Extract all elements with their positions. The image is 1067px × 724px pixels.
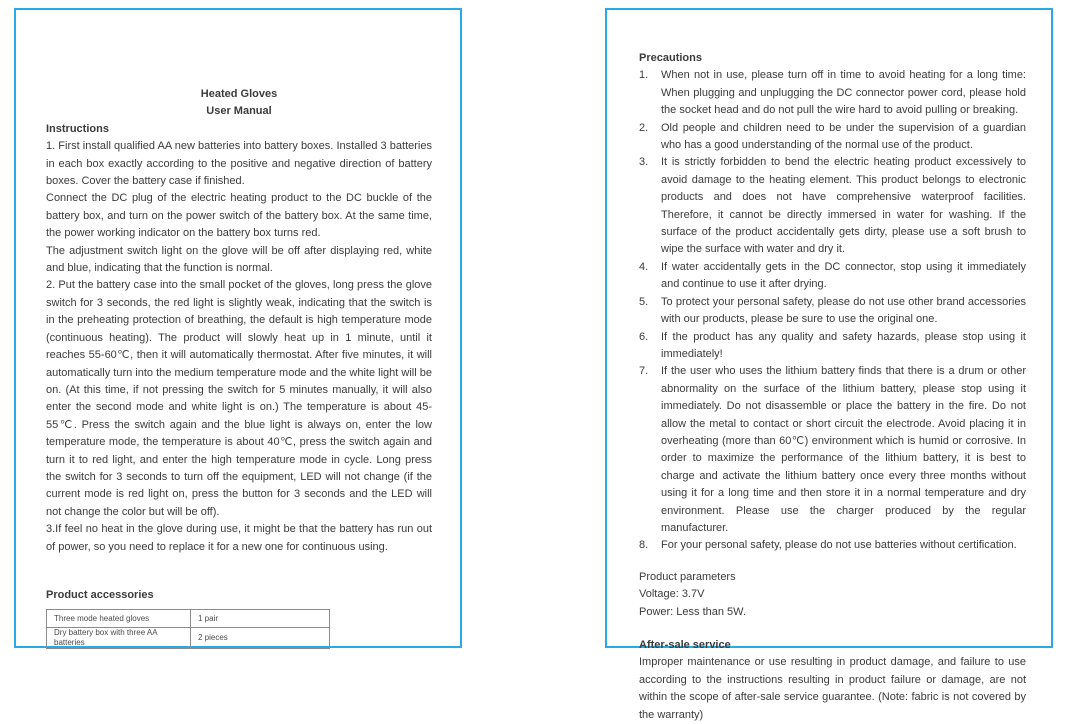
accessories-heading: Product accessories (46, 588, 154, 601)
list-item (639, 363, 1026, 537)
instructions-heading: Instructions (46, 122, 109, 135)
list-item-number: 8. (639, 539, 649, 552)
list-item-text: For your personal safety, please do not use batteries without certification. (661, 539, 1017, 552)
list-item-text: If the user who uses the lithium battery finds that there is a drum or other abnormality on the surface of the lithium battery, please stop using it immediately. Do not disassemble or place the battery in the fire. Do not allow the metal to contact or short circuit the electrode. Avoid placing it in overheating (more than 60℃) environment which is humid or corrosive. In order to maximize the performance of the lithium battery, it is best to charge and activate the lithium battery once every three months without using it for a long time and then store it in a normal temperature and dry environment. Please use the charger produced by the regular manufacturer. (661, 365, 1026, 534)
list-item-number: 3. (639, 156, 649, 169)
list-item-text: If the product has any quality and safety hazards, please stop using it immediately! (661, 330, 1026, 360)
list-item (639, 154, 1026, 258)
list-item-number: 1. (639, 69, 649, 82)
list-item-number: 2. (639, 121, 649, 134)
accessory-item-cell: Dry battery box with three AA batteries (47, 628, 191, 649)
instructions-paragraph: Connect the DC plug of the electric heating product to the DC buckle of the battery box, and turn on the power switch of the battery box. At the same time, the power working indicator on the battery box turns red. (46, 192, 432, 240)
list-item-number: 6. (639, 330, 649, 343)
instructions-paragraph: The adjustment switch light on the glove will be off after displaying red, white and blue, indicating that the function is normal. (46, 244, 432, 275)
aftersale-heading: After-sale service (639, 639, 731, 651)
parameter-line: Voltage: 3.7V (639, 588, 705, 601)
accessory-qty-cell: 1 pair (191, 610, 330, 628)
accessory-qty-cell: 2 pieces (191, 628, 330, 649)
list-item-number: 5. (639, 295, 649, 308)
parameters-heading: Product parameters (639, 570, 736, 583)
list-item-number: 4. (639, 260, 649, 273)
accessory-item-cell: Three mode heated gloves (47, 610, 191, 628)
list-item-text: Old people and children need to be under the supervision of a guardian who has a good understanding of the normal use of the product. (661, 121, 1026, 152)
list-item-text: It is strictly forbidden to bend the electric heating product excessively to avoid damage to the heating element. This product belongs to electronic products and does not have comprehensive waterproof facilities. Therefore, it cannot be directly immersed in water for washing. If the surface of the product accidentally gets dirty, please use a soft brush to wipe the surface with water and dry it. (661, 156, 1026, 256)
table-row (47, 628, 330, 649)
list-item (639, 537, 1026, 554)
list-item-text: To protect your personal safety, please do not use other brand accessories with our products, please be sure to use the original one. (661, 295, 1026, 326)
document-subtitle: User Manual (206, 105, 272, 118)
product-parameters (639, 569, 1026, 621)
list-item-number: 7. (639, 365, 649, 378)
list-item-text: When not in use, please turn off in time to avoid heating for a long time: When plugging and unplugging the DC connector power cord, please hold the socket head and do not pull the wire hard to avoid pulling or breaking. (661, 69, 1026, 117)
list-item (639, 259, 1026, 294)
list-item (639, 67, 1026, 119)
list-item-text: If water accidentally gets in the DC connector, stop using it immediately and continue to use it after drying. (661, 260, 1026, 291)
aftersale-text: Improper maintenance or use resulting in product damage, and failure to use according to the instructions resulting in product failure or damage, are not within the scope of after-sale service guarantee. (Note: fabric is not covered by the warranty) (639, 656, 1026, 721)
manual-page-right (605, 8, 1053, 721)
table-row (47, 610, 330, 628)
accessories-table (46, 609, 330, 649)
manual-page-left (14, 8, 462, 648)
list-item (639, 329, 1026, 364)
list-item (639, 294, 1026, 329)
instructions-paragraph: 1. First install qualified AA new batteries into battery boxes. Installed 3 batteries in each box exactly according to the positive and negative direction of battery boxes. Cover the battery case if finished. (46, 140, 432, 188)
list-item (639, 120, 1026, 155)
instructions-paragraph: 2. Put the battery case into the small pocket of the gloves, long press the glove switch for 3 seconds, the red light is slightly weak, indicating that the switch is in the preheating protection of breathing, the default is high temperature mode (continuous heating). The product will slowly heat up in 1 minute, until it reaches 55-60℃, then it will automatically thermostat. After five minutes, it will automatically turn into the medium temperature mode and the white light will be on. (At this time, if not pressing the switch for 5 minutes manually, it will also enter the second mode and white light is on.) The temperature is about 45-55℃. Press the switch again and the blue light is always on, enter the low temperature mode, the temperature is about 40℃, press the switch again and turn it to red light, and enter the high temperature mode in cycle. Long press the switch for 3 seconds to turn off the equipment, LED will not change (if the current mode is red light on, press the button for 3 seconds and the LED will not change the color but will be off). (46, 279, 432, 518)
precautions-heading: Precautions (639, 52, 702, 64)
parameter-line: Power: Less than 5W. (639, 605, 746, 618)
document-title: Heated Gloves (200, 88, 278, 100)
instructions-paragraph: 3.If feel no heat in the glove during use, it might be that the battery has run out of power, so you need to replace it for a new one for continuous using. (46, 523, 432, 553)
